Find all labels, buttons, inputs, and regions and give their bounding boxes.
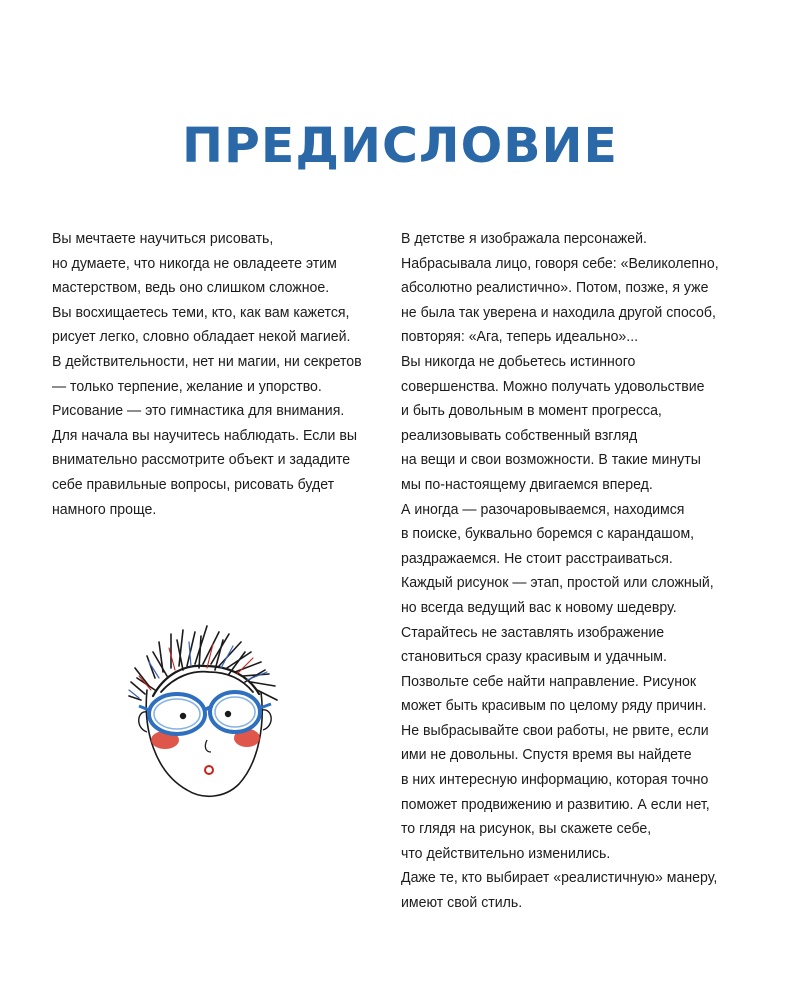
text-line: Старайтесь не заставлять изображение [401, 623, 665, 641]
text-line: повторяя: «Ага, теперь идеально»... [401, 328, 639, 346]
text-column-left [52, 227, 382, 522]
text-line: Вы мечтаете научиться рисовать, [52, 230, 274, 247]
hair [129, 626, 277, 700]
text-line: поможет продвижению и развитию. А если нет, [401, 795, 710, 813]
text-line: и быть довольным в момент прогресса, [401, 402, 662, 420]
text-line: В действительности, нет ни магии, ни секретов [52, 352, 362, 370]
ear-right [262, 710, 271, 730]
text-line: в поиске, буквально боремся с карандашом, [401, 525, 695, 543]
text-line: мастерством, ведь оно слишком сложное. [52, 279, 330, 297]
text-line: абсолютно реалистично». Потом, позже, я уже [401, 279, 709, 297]
boy-with-glasses-illustration [125, 612, 285, 812]
page-title: ПРЕДИСЛОВИЕ [181, 118, 619, 174]
text-line: В детстве я изображала персонажей. [401, 230, 647, 247]
text-column-right [401, 227, 746, 916]
text-line: реализовывать собственный взгляд [401, 426, 638, 444]
text-line: становиться сразу красивым и удачным. [401, 648, 667, 666]
text-line: мы по-настоящему двигаемся вперед. [401, 475, 653, 493]
text-line: но всегда ведущий вас к новому шедевру. [401, 598, 677, 616]
text-line: то глядя на рисунок, вы скажете себе, [401, 820, 652, 838]
text-line: — только терпение, желание и упорство. [52, 377, 322, 395]
text-line: Вы восхищаетесь теми, кто, как вам кажется, [52, 303, 350, 321]
text-line: имеют свой стиль. [401, 894, 523, 912]
text-line: намного проще. [52, 500, 157, 518]
text-line: себе правильные вопросы, рисовать будет [52, 475, 335, 493]
hair-highlights [129, 642, 267, 698]
mouth [205, 766, 213, 774]
eye-left [180, 713, 186, 719]
text-line: Даже те, кто выбирает «реалистичную» манеру, [401, 869, 718, 887]
text-line: не была так уверена и находила другой способ, [401, 303, 716, 321]
text-line: А иногда — разочаровываемся, находимся [401, 500, 685, 518]
text-line: в них интересную информацию, которая точно [401, 771, 709, 789]
text-line: Не выбрасывайте свои работы, не рвите, если [401, 721, 709, 739]
text-line: на вещи и свои возможности. В такие минуты [401, 451, 701, 469]
text-line: внимательно рассмотрите объект и зададите [52, 451, 351, 469]
text-line: Набрасывала лицо, говоря себе: «Великолепно, [401, 254, 719, 272]
eye-right [225, 711, 231, 717]
text-line: может быть красивым по целому ряду причин. [401, 697, 707, 715]
text-line: рисует легко, словно обладает некой магией. [52, 328, 351, 346]
text-line: Для начала вы научитесь наблюдать. Если вы [52, 426, 357, 444]
text-line: ими не довольны. Спустя время вы найдете [401, 746, 692, 764]
text-line: Позвольте себе найти направление. Рисунок [401, 672, 697, 690]
text-line: Каждый рисунок — этап, простой или сложный, [401, 574, 714, 592]
hair-red-strands [139, 644, 253, 690]
text-line: раздражаемся. Не стоит расстраиваться. [401, 549, 673, 567]
text-line: что действительно изменились. [401, 844, 611, 862]
text-line: Вы никогда не добьетесь истинного [401, 352, 636, 370]
text-line: совершенства. Можно получать удовольствие [401, 377, 705, 395]
text-line: но думаете, что никогда не овладеете этим [52, 254, 337, 272]
text-line: Рисование — это гимнастика для внимания. [52, 402, 345, 420]
